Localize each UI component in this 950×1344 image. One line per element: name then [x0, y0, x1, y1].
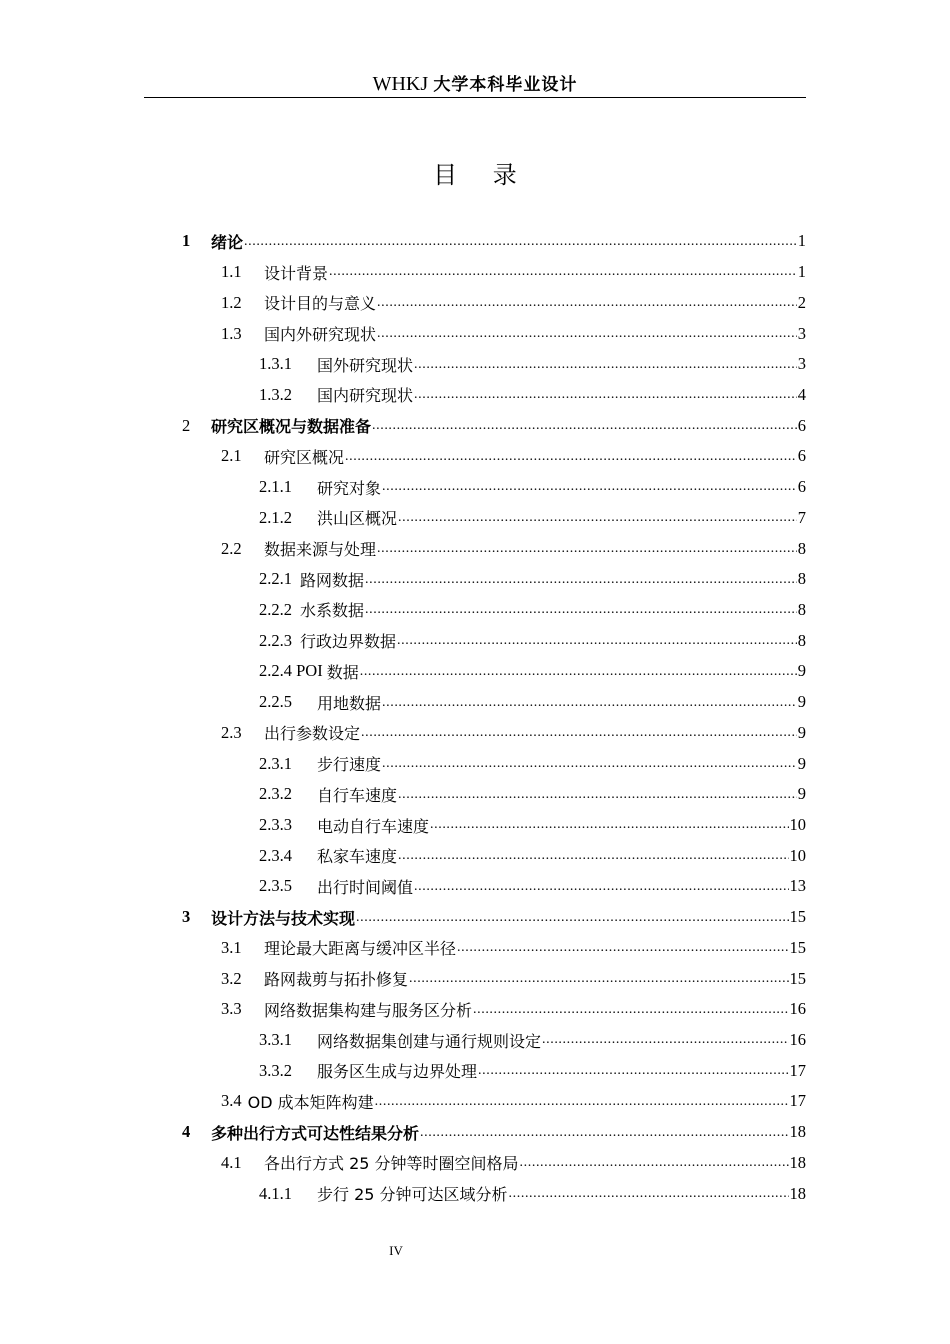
toc-dot-leader — [420, 1126, 788, 1148]
toc-entry-page: 6 — [797, 446, 806, 466]
header-institution-code: WHKJ — [372, 73, 429, 95]
toc-entry-title: 数据来源与处理 — [264, 540, 377, 560]
toc-entry-page: 9 — [797, 722, 806, 742]
toc-entry-number: 2.3.4 — [259, 845, 292, 865]
toc-entry-number: 3.1 — [221, 937, 242, 957]
toc-entry-page: 16 — [789, 1030, 806, 1050]
toc-entry-title: 多种出行方式可达性结果分析 — [211, 1123, 420, 1143]
toc-entry-page: 13 — [789, 876, 806, 896]
toc-entry-title: 用地数据 — [317, 693, 382, 713]
toc-entry-chapter[interactable] — [0, 902, 806, 933]
toc-entry-subsection[interactable] — [0, 1025, 806, 1056]
toc-entry-section[interactable] — [0, 933, 806, 964]
toc-entry-number: 1.1 — [221, 262, 242, 282]
toc-entry-page: 3 — [797, 323, 806, 343]
toc-entry-page: 18 — [789, 1152, 806, 1172]
toc-entry-subsection[interactable] — [0, 349, 806, 380]
toc-entry-number: 2.2.1 — [259, 569, 292, 589]
toc-entry-subsection[interactable] — [0, 871, 806, 902]
toc-entry-page: 10 — [789, 845, 806, 865]
toc-entry-page: 8 — [797, 538, 806, 558]
table-of-contents — [0, 226, 950, 1209]
toc-dot-leader — [372, 419, 797, 441]
toc-entry-section[interactable] — [0, 994, 806, 1025]
toc-entry-page: 15 — [789, 968, 806, 988]
toc-dot-leader — [542, 1033, 788, 1055]
toc-entry-page: 6 — [797, 415, 806, 435]
toc-entry-number: 2.3.2 — [259, 784, 292, 804]
toc-entry-title: 设计目的与意义 — [264, 294, 377, 314]
toc-entry-title: 理论最大距离与缓冲区半径 — [264, 939, 457, 959]
toc-entry-title: 行政边界数据 — [300, 632, 397, 652]
toc-entry-subsection[interactable] — [0, 472, 806, 503]
toc-dot-leader — [329, 265, 797, 287]
toc-dot-leader — [414, 388, 797, 410]
toc-dot-leader — [457, 941, 788, 963]
toc-entry-number: 4.1 — [221, 1152, 242, 1172]
toc-entry-page: 9 — [797, 753, 806, 773]
toc-entry-title: 国内研究现状 — [317, 386, 414, 406]
toc-dot-leader — [409, 972, 788, 994]
toc-entry-number: 2.2 — [221, 538, 242, 558]
toc-entry-title: 研究区概况 — [264, 447, 345, 467]
toc-entry-subsection[interactable] — [0, 625, 806, 656]
toc-entry-subsection[interactable] — [0, 1055, 806, 1086]
toc-entry-page: 18 — [789, 1122, 806, 1142]
toc-entry-page: 15 — [789, 907, 806, 927]
toc-entry-title: 洪山区概况 — [317, 509, 398, 529]
toc-entry-number: 2.2.2 — [259, 599, 292, 619]
toc-entry-title: 电动自行车速度 — [317, 816, 430, 836]
toc-entry-section[interactable] — [0, 963, 806, 994]
toc-entry-page: 7 — [797, 507, 806, 527]
toc-entry-number: 2.2.5 — [259, 692, 292, 712]
toc-entry-section[interactable] — [0, 1086, 806, 1117]
toc-entry-chapter[interactable] — [0, 1117, 806, 1148]
toc-entry-page: 1 — [797, 231, 806, 251]
toc-entry-number: 2 — [182, 415, 191, 435]
toc-entry-subsection[interactable] — [0, 380, 806, 411]
toc-dot-leader — [398, 849, 788, 871]
header-document-type: 大学本科毕业设计 — [433, 75, 578, 95]
toc-entry-page: 2 — [797, 292, 806, 312]
toc-entry-section[interactable] — [0, 1148, 806, 1179]
footer-page-number: IV — [389, 1243, 403, 1258]
toc-entry-number: 1.2 — [221, 292, 242, 312]
toc-entry-title: 研究区概况与数据准备 — [211, 417, 372, 437]
toc-entry-section[interactable] — [0, 718, 806, 749]
toc-entry-section[interactable] — [0, 533, 806, 564]
toc-dot-leader — [365, 573, 797, 595]
toc-dot-leader — [414, 880, 788, 902]
toc-entry-title: 出行时间阈值 — [317, 877, 414, 897]
toc-entry-page: 17 — [789, 1091, 806, 1111]
toc-entry-subsection[interactable] — [0, 656, 806, 687]
toc-dot-leader — [473, 1003, 788, 1025]
toc-entry-number: 1.3 — [221, 323, 242, 343]
toc-dot-leader — [382, 480, 797, 502]
toc-dot-leader — [377, 296, 797, 318]
toc-dot-leader — [398, 788, 797, 810]
toc-entry-page: 8 — [797, 630, 806, 650]
toc-entry-title: 国内外研究现状 — [264, 325, 377, 345]
toc-entry-title: 绪论 — [211, 232, 244, 252]
toc-entry-title: 设计方法与技术实现 — [211, 908, 356, 928]
toc-dot-leader — [375, 1095, 789, 1117]
toc-entry-title: 设计背景 — [264, 263, 329, 283]
toc-dot-leader — [520, 1156, 789, 1178]
toc-entry-subsection[interactable] — [0, 810, 806, 841]
toc-entry-title: OD 成本矩阵构建 — [247, 1092, 374, 1112]
toc-entry-number: 2.3.3 — [259, 815, 292, 835]
toc-entry-number: 2.1.2 — [259, 507, 292, 527]
toc-dot-leader — [360, 665, 797, 687]
toc-dot-leader — [377, 327, 797, 349]
toc-entry-number: 3.4 — [221, 1091, 242, 1111]
toc-entry-subsection[interactable] — [0, 502, 806, 533]
toc-entry-title: 水系数据 — [300, 601, 365, 621]
toc-entry-number: 2.1 — [221, 446, 242, 466]
toc-dot-leader — [361, 726, 797, 748]
toc-entry-number: 2.2.4 POI — [259, 661, 323, 681]
toc-entry-number: 4 — [182, 1122, 191, 1142]
toc-entry-page: 10 — [789, 815, 806, 835]
toc-entry-number: 1.3.1 — [259, 354, 292, 374]
toc-entry-page: 8 — [797, 569, 806, 589]
toc-entry-number: 1 — [182, 231, 191, 251]
toc-entry-page: 9 — [797, 692, 806, 712]
toc-dot-leader — [365, 603, 797, 625]
toc-dot-leader — [509, 1187, 789, 1209]
toc-dot-leader — [382, 757, 797, 779]
toc-entry-subsection[interactable] — [0, 564, 806, 595]
toc-entry-title: 出行参数设定 — [264, 724, 361, 744]
toc-entry-subsection[interactable] — [0, 595, 806, 626]
toc-entry-number: 3.3.1 — [259, 1030, 292, 1050]
header-rule — [144, 97, 806, 98]
toc-dot-leader — [377, 542, 797, 564]
toc-entry-page: 3 — [797, 354, 806, 374]
toc-entry-number: 1.3.2 — [259, 384, 292, 404]
toc-entry-number: 2.3 — [221, 722, 242, 742]
toc-entry-page: 1 — [797, 262, 806, 282]
toc-dot-leader — [356, 911, 788, 933]
toc-dot-leader — [478, 1064, 788, 1086]
toc-entry-number: 3.3 — [221, 999, 242, 1019]
toc-entry-title: 步行 25 分钟可达区域分析 — [317, 1185, 508, 1205]
toc-entry-title: 各出行方式 25 分钟等时圈空间格局 — [264, 1154, 519, 1174]
toc-entry-number: 2.2.3 — [259, 630, 292, 650]
toc-dot-leader — [430, 818, 788, 840]
toc-entry-page: 9 — [797, 784, 806, 804]
toc-entry-number: 3.3.2 — [259, 1060, 292, 1080]
toc-entry-title: 私家车速度 — [317, 847, 398, 867]
toc-entry-section[interactable] — [0, 257, 806, 288]
toc-entry-chapter[interactable] — [0, 226, 806, 257]
toc-entry-number: 3.2 — [221, 968, 242, 988]
toc-entry-chapter[interactable] — [0, 410, 806, 441]
toc-entry-number: 2.3.1 — [259, 753, 292, 773]
toc-entry-title: 服务区生成与边界处理 — [317, 1062, 478, 1082]
toc-entry-title: 网络数据集构建与服务区分析 — [264, 1000, 473, 1020]
toc-dot-leader — [382, 696, 797, 718]
toc-entry-subsection[interactable] — [0, 748, 806, 779]
toc-entry-subsection[interactable] — [0, 687, 806, 718]
toc-entry-page: 6 — [797, 477, 806, 497]
toc-entry-title: 步行速度 — [317, 755, 382, 775]
toc-entry-page: 17 — [789, 1060, 806, 1080]
toc-entry-title: 数据 — [326, 662, 359, 682]
toc-entry-number: 4.1.1 — [259, 1183, 292, 1203]
toc-entry-subsection[interactable] — [0, 779, 806, 810]
toc-entry-number: 3 — [182, 907, 191, 927]
toc-entry-title: 自行车速度 — [317, 785, 398, 805]
toc-entry-page: 15 — [789, 937, 806, 957]
running-header — [144, 70, 806, 96]
toc-dot-leader — [398, 511, 797, 533]
toc-entry-page: 4 — [797, 384, 806, 404]
toc-entry-title: 路网数据 — [300, 570, 365, 590]
toc-entry-section[interactable] — [0, 287, 806, 318]
toc-dot-leader — [244, 235, 797, 257]
toc-entry-number: 2.3.5 — [259, 876, 292, 896]
toc-entry-page: 18 — [789, 1183, 806, 1203]
toc-entry-page: 8 — [797, 599, 806, 619]
toc-entry-section[interactable] — [0, 441, 806, 472]
toc-entry-page: 9 — [797, 661, 806, 681]
toc-entry-subsection[interactable] — [0, 1178, 806, 1209]
toc-entry-title: 网络数据集创建与通行规则设定 — [317, 1031, 542, 1051]
toc-dot-leader — [345, 450, 797, 472]
toc-dot-leader — [397, 634, 797, 656]
toc-title: 目 录 — [433, 161, 531, 189]
toc-entry-title: 研究对象 — [317, 478, 382, 498]
toc-entry-number: 2.1.1 — [259, 477, 292, 497]
toc-entry-title: 路网裁剪与拓扑修复 — [264, 970, 409, 990]
toc-entry-title: 国外研究现状 — [317, 355, 414, 375]
toc-entry-section[interactable] — [0, 318, 806, 349]
toc-dot-leader — [414, 358, 797, 380]
toc-entry-subsection[interactable] — [0, 840, 806, 871]
toc-entry-page: 16 — [789, 999, 806, 1019]
